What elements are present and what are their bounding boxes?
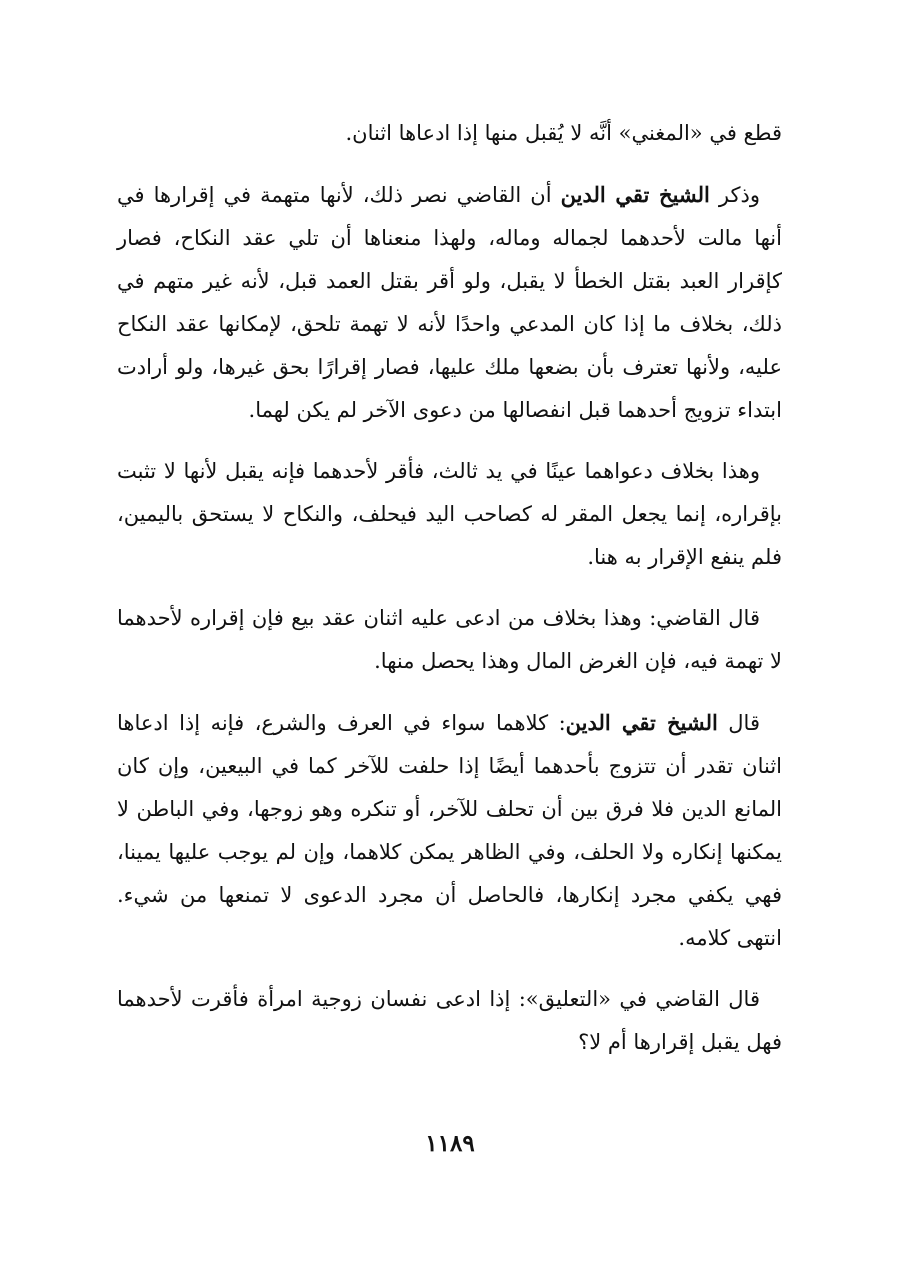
paragraph-4: [117, 597, 782, 683]
paragraph-text: قطع في «المغني» أنَّه لا يُقبل منها إذا ادعاها اثنان.: [345, 121, 782, 145]
paragraph-text: أن القاضي نصر ذلك، لأنها متهمة في إقرارها في أنها مالت لأحدهما لجماله وماله، ولهذا منعناها أن تلي عقد النكاح، فصار كإقرار العبد بقتل الخطأ لا يقبل، ولو أقر بقتل العمد قبل، لأنه غير متهم في ذلك، بخلاف ما إذا كان المدعي واحدًا لأنه لا تهمة تلحق، لإمكانها عقد النكاح عليه، ولأنها تعترف بأن بضعها ملك عليها، فصار إقرارًا بحق غيرها، ولو أرادت ابتداء تزويج أحدهما قبل انفصالها من دعوى الآخر لم يكن لهما.: [117, 183, 782, 422]
paragraph-text: قال القاضي: وهذا بخلاف من ادعى عليه اثنان عقد بيع فإن إقراره لأحدهما لا تهمة فيه، فإن الغرض المال وهذا يحصل منها.: [117, 606, 782, 673]
bold-name-sheikh: الشيخ تقي الدين: [560, 182, 710, 207]
paragraph-text: وذكر: [709, 183, 760, 207]
bold-name-sheikh: الشيخ تقي الدين: [565, 710, 718, 735]
paragraph-1: [117, 112, 782, 155]
paragraph-5: [117, 701, 782, 960]
paragraph-2: [117, 173, 782, 432]
paragraph-text: وهذا بخلاف دعواهما عينًا في يد ثالث، فأقر لأحدهما فإنه يقبل لأنها لا تثبت بإقراره، إنما يجعل المقر له كصاحب اليد فيحلف، والنكاح لا يستحق باليمين، فلم ينفع الإقرار به هنا.: [117, 459, 782, 569]
paragraph-text: : كلاهما سواء في العرف والشرع، فإنه إذا ادعاها اثنان تقدر أن تتزوج بأحدهما أيضًا إذا حلفت للآخر كما في البيعين، وإن كان المانع الدين فلا فرق بين أن تحلف للآخر، أو تنكره وهو زوجها، وفي الباطن لا يمكنها إنكاره ولا الحلف، وفي الظاهر يمكن كلاهما، وإن لم يوجب عليها يمينا، فهي يكفي مجرد إنكارها، فالحاصل أن مجرد الدعوى لا تمنعها من شيء. انتهى كلامه.: [117, 711, 782, 950]
main-text: [117, 112, 782, 1082]
paragraph-text: قال القاضي في «التعليق»: إذا ادعى نفسان زوجية امرأة فأقرت لأحدهما فهل يقبل إقرارها أم لا؟: [117, 987, 782, 1054]
paragraph-text: قال: [717, 711, 760, 735]
paragraph-3: [117, 450, 782, 579]
paragraph-6: [117, 978, 782, 1064]
page-number: ١١٨٩: [425, 1130, 475, 1157]
